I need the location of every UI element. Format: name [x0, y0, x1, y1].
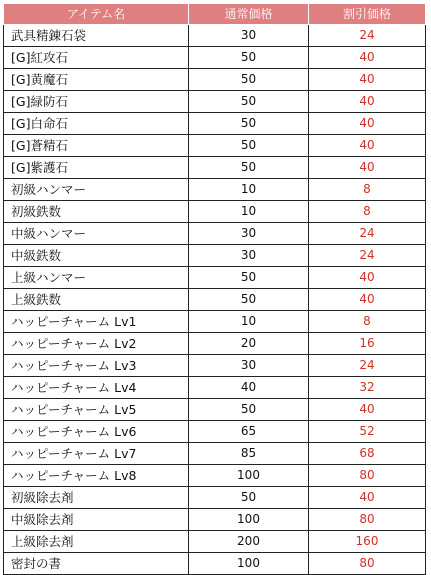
discount-price-cell: 40 [309, 47, 426, 69]
normal-price-cell: 50 [189, 47, 309, 69]
table-row [4, 289, 426, 311]
discount-price-cell: 40 [309, 289, 426, 311]
table-row [4, 487, 426, 509]
item-name-cell: 武具精錬石袋 [4, 25, 189, 47]
table-row [4, 443, 426, 465]
table-row [4, 135, 426, 157]
item-name-cell: ハッピーチャーム Lv7 [4, 443, 189, 465]
table-row [4, 377, 426, 399]
item-name-cell: 中級ハンマー [4, 223, 189, 245]
table-row [4, 531, 426, 553]
table-row [4, 421, 426, 443]
discount-price-cell: 40 [309, 135, 426, 157]
normal-price-cell: 50 [189, 135, 309, 157]
normal-price-cell: 100 [189, 465, 309, 487]
item-name-cell: ハッピーチャーム Lv3 [4, 355, 189, 377]
item-name-cell: ハッピーチャーム Lv4 [4, 377, 189, 399]
normal-price-cell: 30 [189, 25, 309, 47]
item-name-cell: ハッピーチャーム Lv5 [4, 399, 189, 421]
item-name-cell: [G]紅攻石 [4, 47, 189, 69]
table-row [4, 201, 426, 223]
discount-price-cell: 52 [309, 421, 426, 443]
table-body [4, 25, 426, 575]
discount-price-cell: 40 [309, 157, 426, 179]
header-item-name: アイテム名 [4, 4, 189, 25]
header-normal-price: 通常価格 [189, 4, 309, 25]
normal-price-cell: 40 [189, 377, 309, 399]
table-row [4, 91, 426, 113]
table-row [4, 509, 426, 531]
discount-price-cell: 40 [309, 69, 426, 91]
table-row [4, 179, 426, 201]
discount-price-cell: 24 [309, 245, 426, 267]
item-name-cell: 初級除去剤 [4, 487, 189, 509]
discount-price-cell: 80 [309, 465, 426, 487]
discount-price-cell: 8 [309, 311, 426, 333]
header-discount-price: 割引価格 [309, 4, 426, 25]
table-row [4, 311, 426, 333]
discount-price-cell: 40 [309, 399, 426, 421]
discount-price-cell: 16 [309, 333, 426, 355]
item-name-cell: ハッピーチャーム Lv8 [4, 465, 189, 487]
table-row [4, 333, 426, 355]
table-row [4, 25, 426, 47]
item-name-cell: ハッピーチャーム Lv2 [4, 333, 189, 355]
item-name-cell: 上級鉄数 [4, 289, 189, 311]
discount-price-cell: 68 [309, 443, 426, 465]
item-name-cell: 初級ハンマー [4, 179, 189, 201]
normal-price-cell: 100 [189, 553, 309, 575]
normal-price-cell: 50 [189, 289, 309, 311]
item-name-cell: [G]白命石 [4, 113, 189, 135]
discount-price-cell: 80 [309, 553, 426, 575]
discount-price-cell: 8 [309, 201, 426, 223]
item-name-cell: [G]紫護石 [4, 157, 189, 179]
normal-price-cell: 10 [189, 179, 309, 201]
item-name-cell: 上級ハンマー [4, 267, 189, 289]
item-name-cell: [G]緑防石 [4, 91, 189, 113]
discount-price-cell: 8 [309, 179, 426, 201]
normal-price-cell: 20 [189, 333, 309, 355]
table-row [4, 47, 426, 69]
table-row [4, 69, 426, 91]
item-name-cell: 上級除去剤 [4, 531, 189, 553]
normal-price-cell: 50 [189, 267, 309, 289]
normal-price-cell: 50 [189, 399, 309, 421]
item-name-cell: ハッピーチャーム Lv1 [4, 311, 189, 333]
discount-price-cell: 32 [309, 377, 426, 399]
table-row [4, 465, 426, 487]
normal-price-cell: 50 [189, 157, 309, 179]
table-row [4, 267, 426, 289]
normal-price-cell: 100 [189, 509, 309, 531]
normal-price-cell: 30 [189, 223, 309, 245]
item-name-cell: 初級鉄数 [4, 201, 189, 223]
normal-price-cell: 200 [189, 531, 309, 553]
item-name-cell: 中級鉄数 [4, 245, 189, 267]
discount-price-cell: 80 [309, 509, 426, 531]
discount-price-cell: 40 [309, 267, 426, 289]
item-name-cell: ハッピーチャーム Lv6 [4, 421, 189, 443]
header-row [4, 4, 426, 25]
table-row [4, 223, 426, 245]
normal-price-cell: 65 [189, 421, 309, 443]
discount-price-cell: 40 [309, 91, 426, 113]
table-row [4, 157, 426, 179]
item-name-cell: [G]黄魔石 [4, 69, 189, 91]
discount-price-cell: 160 [309, 531, 426, 553]
normal-price-cell: 50 [189, 487, 309, 509]
normal-price-cell: 30 [189, 355, 309, 377]
discount-price-cell: 40 [309, 487, 426, 509]
discount-price-cell: 40 [309, 113, 426, 135]
normal-price-cell: 50 [189, 113, 309, 135]
price-table [3, 3, 426, 575]
discount-price-cell: 24 [309, 355, 426, 377]
normal-price-cell: 10 [189, 311, 309, 333]
table-row [4, 245, 426, 267]
table-row [4, 113, 426, 135]
normal-price-cell: 50 [189, 91, 309, 113]
normal-price-cell: 85 [189, 443, 309, 465]
normal-price-cell: 50 [189, 69, 309, 91]
normal-price-cell: 10 [189, 201, 309, 223]
item-name-cell: [G]蒼精石 [4, 135, 189, 157]
normal-price-cell: 30 [189, 245, 309, 267]
item-name-cell: 中級除去剤 [4, 509, 189, 531]
table-row [4, 399, 426, 421]
table-row [4, 553, 426, 575]
item-name-cell: 密封の書 [4, 553, 189, 575]
discount-price-cell: 24 [309, 25, 426, 47]
discount-price-cell: 24 [309, 223, 426, 245]
table-row [4, 355, 426, 377]
